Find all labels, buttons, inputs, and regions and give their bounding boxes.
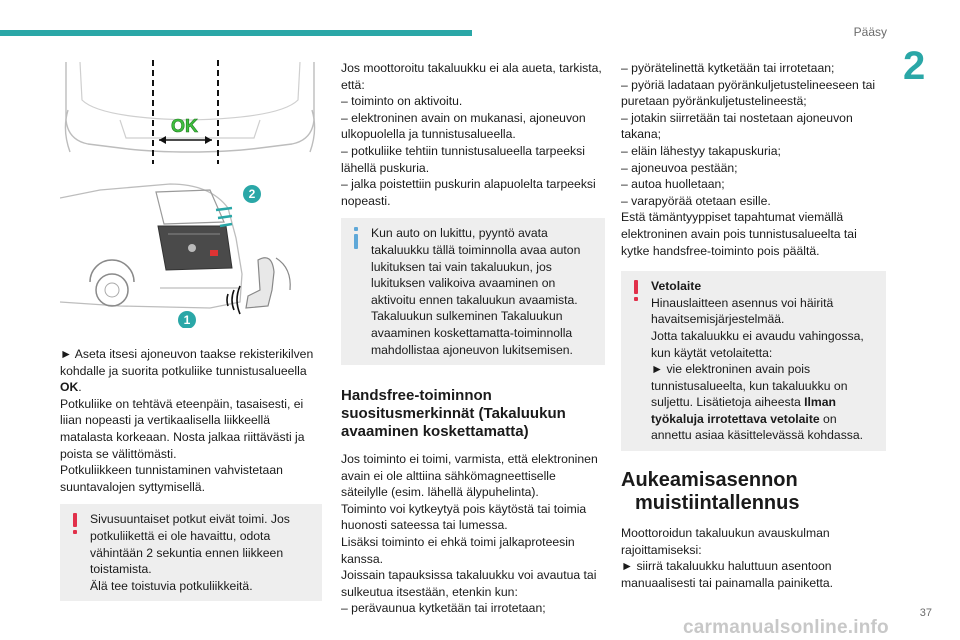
list-item: – eläin lähestyy takapuskuria; xyxy=(621,143,781,158)
warning-icon xyxy=(70,513,80,535)
list-item: – ajoneuvoa pestään; xyxy=(621,160,738,175)
section-title: Pääsy xyxy=(853,25,887,39)
info-text: Kun auto on lukittu, pyyntö avata takaluukku tällä toiminnolla avaa auton lukituksen tai vain takaluukun, jos lukituksen valikoiva avaaminen on aktivoitu ennen takaluukun avaamista. xyxy=(371,226,581,307)
warning-text: ► vie elektroninen avain pois tunnistusalueelta, kun takaluukku on suljettu. Lisätietoja aiheesta Ilman työkaluja irrotettava vetolaite on annettu asiaa käsittelevässä kohdassa. xyxy=(651,362,864,443)
warning-text: Hinauslaitteen asennus voi häiritä havaitsemisjärjestelmää. xyxy=(651,295,834,327)
car-rear-kick-image xyxy=(60,178,322,328)
list-item: – potkuliike tehtiin tunnistusalueella tarpeeksi lähellä puskuria. xyxy=(341,143,585,175)
body-text: Potkuliikkeen tunnistaminen vahvistetaan suuntavalojen syttymisellä. xyxy=(60,463,283,494)
body-text: Estä tämäntyyppiset tapahtumat viemällä elektroninen avain pois tunnistusalueelta tai kytke handsfree-toiminto pois päältä. xyxy=(621,210,857,258)
chapter-number: 2 xyxy=(903,44,926,88)
info-icon xyxy=(351,227,361,249)
section-heading: Aukeamisasennon muistiintallennus xyxy=(621,469,800,515)
list-item: – jalka poistettiin puskurin alapuolelta tarpeeksi nopeasti. xyxy=(341,177,596,208)
header-accent-bar xyxy=(0,30,472,36)
list-item: – elektroninen avain on mukanasi, ajoneuvon ulkopuolella ja tunnistusalueella. xyxy=(341,110,586,142)
list-item: – autoa huolletaan; xyxy=(621,177,725,192)
list-item: – varapyörää otetaan esille. xyxy=(621,193,771,208)
list-item: – perävaunua kytketään tai irrotetaan; xyxy=(341,601,546,616)
car-rear-top-view-image xyxy=(60,60,322,164)
warning-box xyxy=(621,271,886,451)
body-text: Jos toiminto ei toimi, varmista, että elektroninen avain ei ole alttiina sähkömagneettiselle säteilylle (esim. lähellä älypuhelinta). xyxy=(341,452,598,500)
list-item: – toiminto on aktivoitu. xyxy=(341,94,463,109)
body-text: Potkuliike on tehtävä eteenpäin, tasaisesti, ei liian nopeasti ja vertikaalisella liikkeellä matalasta korkeaan. Nosta jalkaa riittävästi ja poista se välittömästi. xyxy=(60,396,305,461)
list-item: – pyörätelinettä kytketään tai irrotetaan; xyxy=(621,61,835,75)
column-3 xyxy=(621,60,886,591)
warning-icon xyxy=(631,280,641,302)
warning-title: Vetolaite xyxy=(651,279,702,294)
illustration-detection-zone xyxy=(60,60,322,164)
callout-2: 2 xyxy=(248,187,256,201)
callout-1: 1 xyxy=(183,313,191,327)
info-box xyxy=(341,218,605,365)
watermark: carmanualsonline.info xyxy=(683,617,889,638)
body-text: ► siirrä takaluukku haluttuun asentoon manuaalisesti tai painamalla painiketta. xyxy=(621,559,834,590)
warning-text: Sivusuuntaiset potkut eivät toimi. Jos potkuliikettä ei ole havaittu, odota vähintään 2 sekuntia ennen liikkeen toistamista. xyxy=(90,512,290,577)
illustration-kick-gesture xyxy=(60,178,322,328)
body-text: Moottoroidun takaluukun avauskulman rajoittamiseksi: xyxy=(621,526,830,557)
ok-zone-label: OK xyxy=(171,116,198,136)
page-number: 37 xyxy=(919,607,932,619)
body-text: Lisäksi toiminto ei ehkä toimi jalkaproteesin kanssa. xyxy=(341,535,575,566)
warning-text: Jotta takaluukku ei avaudu vahingossa, kun käytät vetolaitetta: xyxy=(651,328,864,360)
body-text: Joissain tapauksissa takaluukku voi avautua tai sulkeutua itsestään, etenkin kun: xyxy=(341,568,597,599)
info-text: Takaluukun sulkeminen Takaluukun avaaminen koskettamatta-toiminnolla mahdollistaa ajoneuvon lukitsemisen. xyxy=(371,309,573,357)
warning-text: Älä tee toistuvia potkuliikkeitä. xyxy=(90,578,253,593)
column-2 xyxy=(341,60,605,617)
body-text: Toiminto voi kytkeytyä pois käytöstä tai toimia huonosti sateessa tai lumessa. xyxy=(341,501,587,533)
section-heading: Handsfree-toiminnon suositusmerkinnät (Takaluukun avaaminen koskettamatta) xyxy=(341,387,566,441)
list-item: – jotakin siirretään tai nostetaan ajoneuvon takana; xyxy=(621,110,853,142)
warning-box xyxy=(60,504,322,601)
column-1 xyxy=(60,60,322,601)
body-text: Jos moottoroitu takaluukku ei ala aueta, tarkista, että: xyxy=(341,61,602,92)
instruction-paragraph: ► Aseta itsesi ajoneuvon taakse rekisterikilven kohdalle ja suorita potkuliike tunnistusalueella OK. xyxy=(60,347,314,395)
list-item: – pyöriä ladataan pyöränkuljetustelineeseen tai puretaan pyöränkuljetustelineestä; xyxy=(621,77,876,109)
